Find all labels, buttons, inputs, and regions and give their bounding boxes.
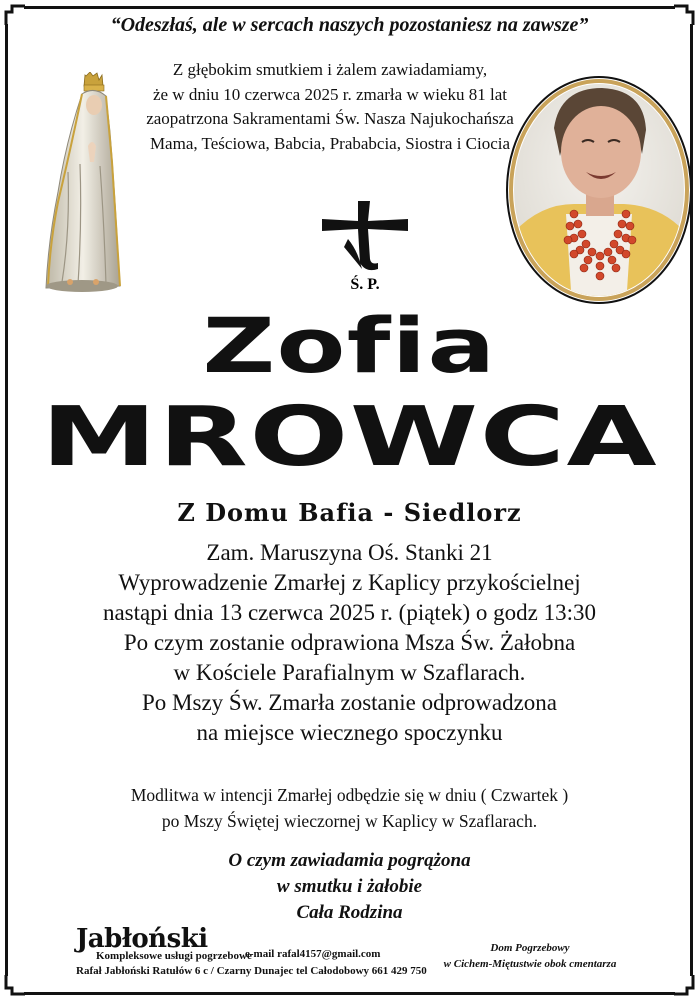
announcement-line: że w dniu 10 czerwca 2025 r. zmarła w wieku 81 lat	[152, 84, 508, 104]
funeral-home	[430, 940, 630, 972]
last-name: MROWCA	[40, 390, 659, 485]
funeral-home-line: Dom Pogrzebowy	[490, 942, 570, 954]
funeral-company-address: Rafał Jabłoński Ratułów 6 c / Czarny Dunajec tel Całodobowy 661 429 750	[76, 965, 427, 977]
announcement-line: zaopatrzona Sakramentami Św. Nasza Najukochańsza	[146, 109, 514, 128]
details-line: w Kościele Parafialnym w Szaflarach.	[173, 660, 526, 685]
prayer-info	[0, 782, 699, 834]
announcement	[130, 58, 530, 156]
announcement-line: Mama, Teściowa, Babcia, Prababcia, Siostra i Ciocia	[149, 133, 511, 153]
motto: “Odeszłaś, ale w sercach naszych pozostaniesz na zawsze”	[110, 14, 589, 36]
corner-ornament-bl	[4, 974, 26, 996]
funeral-company-subtitle: Kompleksowe usługi pogrzebowe	[96, 950, 252, 962]
details-line: Zam. Maruszyna Oś. Stanki 21	[206, 540, 493, 565]
corner-ornament-br	[673, 974, 695, 996]
funeral-home-line: w Cichem-Miętustwie obok cmentarza	[443, 958, 617, 970]
details-line: nastąpi dnia 13 czerwca 2025 r. (piątek) o godz 13:30	[102, 600, 597, 625]
maiden-name: Z Domu Bafia - Siedlorz	[177, 498, 522, 527]
details-line: Wyprowadzenie Zmarłej z Kaplicy przykościelnej	[118, 570, 581, 595]
closing-line: Cała Rodzina	[296, 902, 403, 923]
cross-icon	[318, 199, 412, 293]
announcement-line: Z głębokim smutkiem i żalem zawiadamiamy,	[172, 60, 488, 79]
deceased-portrait	[504, 74, 694, 306]
sp-label: Ś. P.	[350, 276, 380, 293]
madonna-statue-image	[40, 72, 124, 294]
details-line: Po czym zostanie odprawiona Msza Św. Żałobna	[123, 630, 576, 655]
closing-signature	[0, 848, 699, 926]
prayer-line: Modlitwa w intencji Zmarłej odbędzie się w dniu ( Czwartek )	[130, 785, 569, 805]
funeral-company-name: Jabłoński	[76, 924, 208, 954]
details-line: Po Mszy Św. Zmarła zostanie odprowadzona	[142, 690, 557, 715]
closing-line: O czym zawiadamia pogrążona	[228, 850, 471, 871]
details-line: na miejsce wiecznego spoczynku	[196, 720, 503, 745]
closing-line: w smutku i żałobie	[276, 876, 423, 897]
first-name: Zofia	[202, 301, 497, 390]
prayer-line: po Mszy Świętej wieczornej w Kaplicy w Szaflarach.	[161, 811, 538, 831]
funeral-details	[0, 538, 699, 748]
funeral-company-email: e-mail rafal4157@gmail.com	[245, 948, 381, 960]
